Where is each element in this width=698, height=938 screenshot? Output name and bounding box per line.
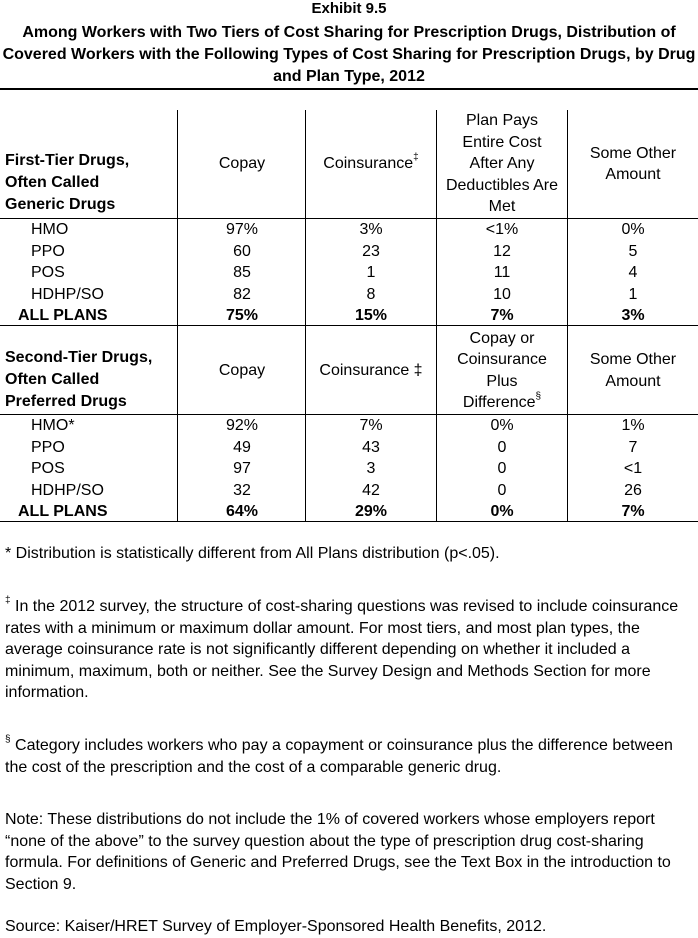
second-tier-header — [0, 326, 698, 415]
second-tier-label: Second-Tier Drugs, Often Called Preferred Drugs — [5, 349, 153, 410]
col-header-coinsurance: Coinsurance ‡ — [319, 361, 423, 379]
table-bottom-rule — [0, 521, 698, 522]
table-row: PPO 49 43 0 7 — [31, 438, 638, 456]
table-row: HDHP/SO 82 8 10 1 — [31, 285, 638, 303]
table-row: HMO* 92% 7% 0% 1% — [31, 417, 645, 434]
second-tier-rows — [0, 415, 698, 523]
column-divider — [305, 110, 306, 522]
col-header-plan-pays: Plan Pays Entire Cost After Any Deductibles Are Met — [445, 112, 559, 216]
table-row: POS 85 1 11 4 — [31, 264, 638, 281]
column-divider — [436, 110, 437, 522]
footnote-coinsurance: ‡ In the 2012 survey, the structure of cost-sharing questions was revised to include coinsurance rates with a minimum or maximum dollar amount. For most tiers, and most plan types, the average coinsurance rate is not significantly different depending on whether it included a minimum, maximum, both or neither. See the Survey Design and Methods Section for more information. — [5, 594, 679, 701]
column-divider — [567, 110, 568, 522]
table-row: POS 97 3 0 <1 — [31, 460, 643, 477]
page-title: Among Workers with Two Tiers of Cost Sharing for Prescription Drugs, Distribution of Covered Workers with the Following Types of Cost Sharing for Prescription Drugs, by Drug and Plan Type, 2012 — [2, 24, 696, 85]
col-header-copay: Copay — [218, 155, 266, 173]
col-header-some-other: Some Other Amount — [589, 351, 677, 390]
column-divider — [177, 110, 178, 522]
first-tier-header — [0, 110, 698, 218]
exhibit-number: Exhibit 9.5 — [311, 0, 387, 17]
table-row: PPO 60 23 12 5 — [31, 242, 638, 260]
second-tier-table — [0, 326, 698, 520]
table-row: HDHP/SO 32 42 0 26 — [31, 481, 642, 499]
title-divider — [0, 88, 698, 90]
col-header-copay-plus-difference: Copay or Coinsurance Plus Difference§ — [457, 329, 547, 411]
first-tier-label: First-Tier Drugs, Often Called Generic Drugs — [5, 152, 130, 213]
table-row: HMO 97% 3% <1% 0% — [31, 221, 645, 238]
col-header-copay: Copay — [218, 361, 266, 379]
first-tier-rows — [0, 219, 698, 327]
note-text: Note: These distributions do not include the 1% of covered workers whose employers report “none of the above” to the survey question about the type of prescription drug cost-sharing formula. For definitions of Generic and Preferred Drugs, see the Text Box in the introduction to Section 9. — [5, 811, 671, 893]
col-header-some-other: Some Other Amount — [589, 144, 677, 183]
footnote-significance: * Distribution is statistically different from All Plans distribution (p<.05). — [5, 545, 500, 562]
first-tier-table — [0, 110, 698, 324]
all-plans-row: ALL PLANS 64% 29% 0% 7% — [18, 503, 645, 520]
footnote-difference: § Category includes workers who pay a copayment or coinsurance plus the difference between the cost of the prescription and the cost of a comparable generic drug. — [5, 733, 673, 776]
source-text: Source: Kaiser/HRET Survey of Employer-Sponsored Health Benefits, 2012. — [5, 918, 547, 935]
all-plans-row: ALL PLANS 75% 15% 7% 3% — [18, 307, 645, 324]
col-header-coinsurance: Coinsurance‡ — [323, 151, 419, 173]
